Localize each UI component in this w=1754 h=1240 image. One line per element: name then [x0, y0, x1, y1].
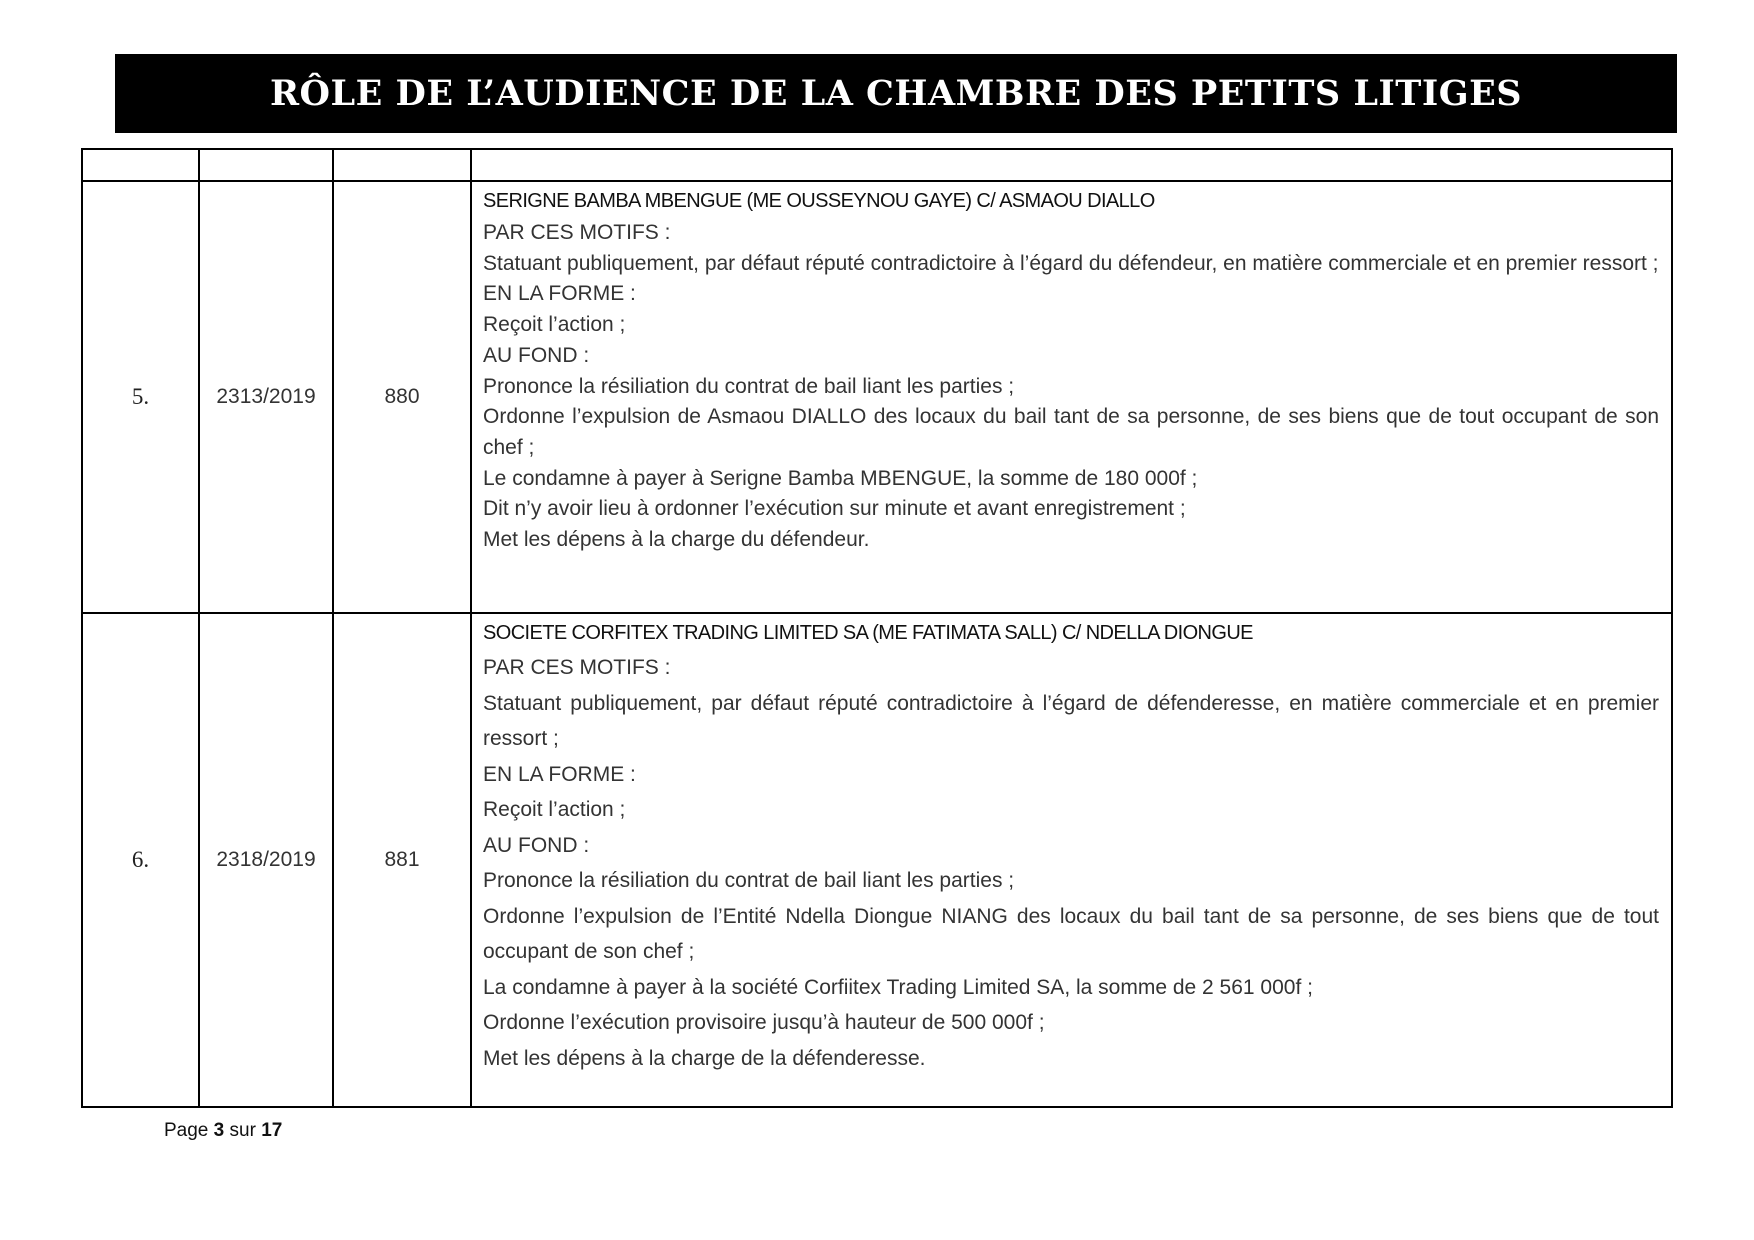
page-footer — [164, 1120, 282, 1142]
decision-line: Ordonne l’expulsion de l’Entité Ndella Diongue NIANG des locaux du bail tant de sa personne, de ses biens que de tout occupant de son chef ; — [483, 904, 1659, 963]
decision-line: Prononce la résiliation du contrat de bail liant les parties ; — [483, 869, 1015, 892]
header-cell-id — [333, 149, 471, 181]
decision-line: PAR CES MOTIFS : — [483, 656, 671, 679]
case-number: 5. — [82, 181, 199, 613]
decision-line: Ordonne l’expulsion de Asmaou DIALLO des locaux du bail tant de sa personne, de ses biens que de tout occupant de son chef ; — [483, 405, 1659, 459]
header-cell-decision — [471, 149, 1672, 181]
decision-line: Met les dépens à la charge du défendeur. — [483, 528, 870, 552]
decision-line: Reçoit l’action ; — [483, 313, 626, 337]
header-cell-number — [82, 149, 199, 181]
page-separator: sur — [229, 1120, 256, 1141]
decision-line: PAR CES MOTIFS : — [483, 221, 671, 244]
case-number: 6. — [82, 613, 199, 1107]
case-parties: SOCIETE CORFITEX TRADING LIMITED SA (ME FATIMATA SALL) C/ NDELLA DIONGUE — [483, 622, 1253, 644]
decision-line: Reçoit l’action ; — [483, 798, 626, 821]
case-id: 880 — [333, 181, 471, 613]
decision-line: Statuant publiquement, par défaut réputé contradictoire à l’égard de défenderesse, en matière commerciale et en premier ressort ; — [483, 691, 1659, 750]
page-label: Page — [164, 1120, 209, 1141]
decision-line: AU FOND : — [483, 343, 590, 367]
decision-line: EN LA FORME : — [483, 762, 636, 786]
hearing-roll-table — [81, 148, 1673, 1108]
decision-line: AU FOND : — [483, 833, 590, 857]
current-page-number: 3 — [213, 1120, 225, 1141]
decision-line: Ordonne l’exécution provisoire jusqu’à hauteur de 500 000f ; — [483, 1011, 1045, 1034]
case-decision — [471, 613, 1672, 1107]
case-reference: 2318/2019 — [199, 613, 333, 1107]
decision-line: Prononce la résiliation du contrat de bail liant les parties ; — [483, 374, 1015, 398]
decision-line: Statuant publiquement, par défaut réputé contradictoire à l’égard du défendeur, en matière commerciale et en premier ressort ; — [483, 251, 1659, 275]
case-decision — [471, 181, 1672, 613]
table-header-row — [82, 149, 1672, 181]
decision-line: Le condamne à payer à Serigne Bamba MBENGUE, la somme de 180 000f ; — [483, 466, 1198, 490]
decision-line: Met les dépens à la charge de la défenderesse. — [483, 1046, 926, 1070]
table-row — [82, 181, 1672, 613]
decision-line: Dit n’y avoir lieu à ordonner l’exécution sur minute et avant enregistrement ; — [483, 497, 1186, 521]
total-page-count: 17 — [261, 1120, 283, 1141]
decision-line: La condamne à payer à la société Corfiitex Trading Limited SA, la somme de 2 561 000f ; — [483, 975, 1313, 999]
case-reference: 2313/2019 — [199, 181, 333, 613]
decision-line: EN LA FORME : — [483, 282, 636, 306]
header-cell-reference — [199, 149, 333, 181]
page-title: RÔLE DE L’AUDIENCE DE LA CHAMBRE DES PETITS LITIGES — [269, 73, 1523, 114]
case-parties: SERIGNE BAMBA MBENGUE (ME OUSSEYNOU GAYE) C/ ASMAOU DIALLO — [483, 190, 1155, 212]
table-row — [82, 613, 1672, 1107]
title-banner — [115, 54, 1677, 133]
case-id: 881 — [333, 613, 471, 1107]
